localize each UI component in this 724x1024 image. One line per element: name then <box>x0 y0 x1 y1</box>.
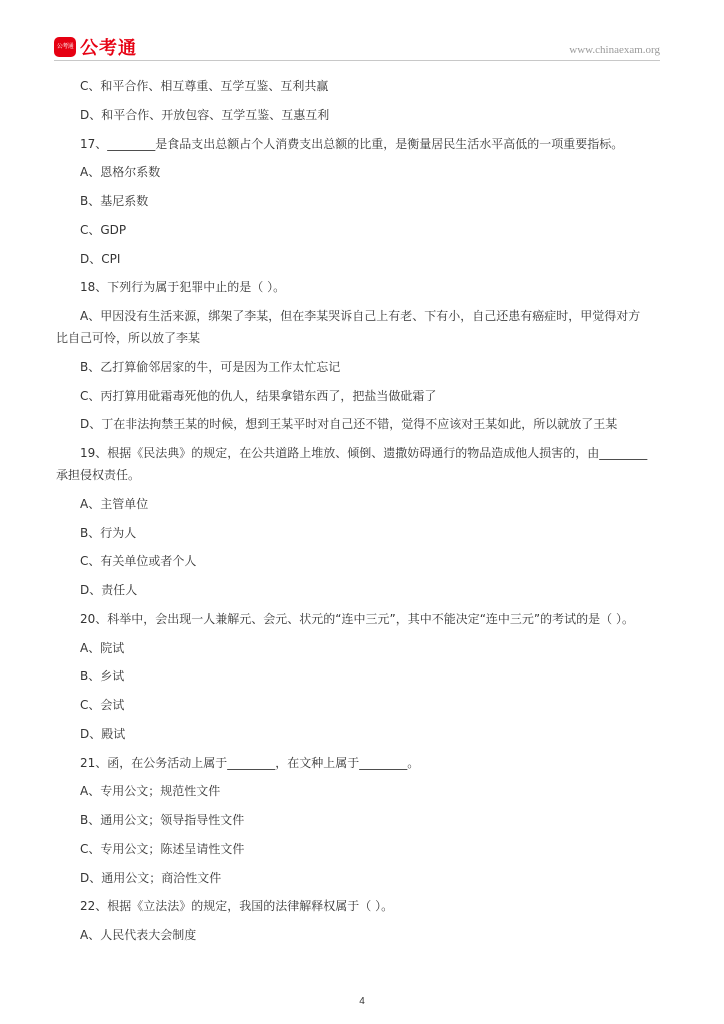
option-line: A、甲因没有生活来源，绑架了李某，但在李某哭诉自己上有老、下有小，自己还患有癌症时，甲觉得对方 <box>80 309 641 323</box>
question-21: 21、函，在公务活动上属于________，在文种上属于________。 <box>80 755 420 770</box>
option-line: C、和平合作、相互尊重、互学互鉴、互利共赢 <box>80 79 329 93</box>
question-18: 18、下列行为属于犯罪中止的是（ ）。 <box>80 280 286 295</box>
header-divider <box>54 60 660 61</box>
option-line: C、GDP <box>80 222 127 237</box>
page-header <box>0 0 724 62</box>
question-19: 19、根据《民法典》的规定，在公共道路上堆放、倾倒、遗撒妨碍通行的物品造成他人损害的，由________ <box>80 446 648 460</box>
question-19-continuation: 承担侵权责任。 <box>56 468 141 482</box>
option-line: D、殿试 <box>80 726 126 741</box>
question-20: 20、科举中，会出现一人兼解元、会元、状元的“连中三元”，其中不能决定“连中三元”的考试的是（ ）。 <box>80 611 634 626</box>
option-line: C、有关单位或者个人 <box>80 554 197 569</box>
option-line: A、恩格尔系数 <box>80 165 161 180</box>
option-line: A、人民代表大会制度 <box>80 928 197 942</box>
option-line: B、乡试 <box>80 669 125 684</box>
option-line: D、CPI <box>80 251 121 266</box>
question-22: 22、根据《立法法》的规定，我国的法律解释权属于（ ）。 <box>80 899 394 914</box>
option-line: A、主管单位 <box>80 496 149 511</box>
option-line: B、行为人 <box>80 525 137 540</box>
option-line: B、乙打算偷邻居家的牛，可是因为工作太忙忘记 <box>80 359 341 374</box>
option-line-continuation: 比自己可怜，所以放了李某 <box>56 331 201 345</box>
logo-text: 公考通 <box>80 38 137 59</box>
option-line: C、专用公文；陈述呈请性文件 <box>80 841 245 856</box>
option-line: A、专用公文；规范性文件 <box>80 784 221 799</box>
option-line: D、通用公文；商洽性文件 <box>80 870 222 885</box>
brand-logo[interactable] <box>54 34 137 60</box>
option-line: D、责任人 <box>80 583 138 597</box>
document-body <box>56 78 660 956</box>
option-line: B、通用公文；领导指导性文件 <box>80 813 245 827</box>
option-line: B、基尼系数 <box>80 194 149 208</box>
option-line: D、和平合作、开放包容、互学互鉴、互惠互利 <box>80 107 330 122</box>
option-line: C、会试 <box>80 698 125 712</box>
page-number: 4 <box>359 996 365 1007</box>
question-17: 17、________是食品支出总额占个人消费支出总额的比重，是衡量居民生活水平高低的一项重要指标。 <box>80 136 624 151</box>
option-line: C、丙打算用砒霜毒死他的仇人，结果拿错东西了，把盐当做砒霜了 <box>80 388 437 403</box>
logo-badge-icon: 公考通 <box>54 37 76 57</box>
option-line: D、丁在非法拘禁王某的时候，想到王某平时对自己还不错，觉得不应该对王某如此，所以就放了王某 <box>80 417 618 432</box>
site-url[interactable]: www.chinaexam.org <box>569 44 660 56</box>
option-line: A、院试 <box>80 640 125 655</box>
